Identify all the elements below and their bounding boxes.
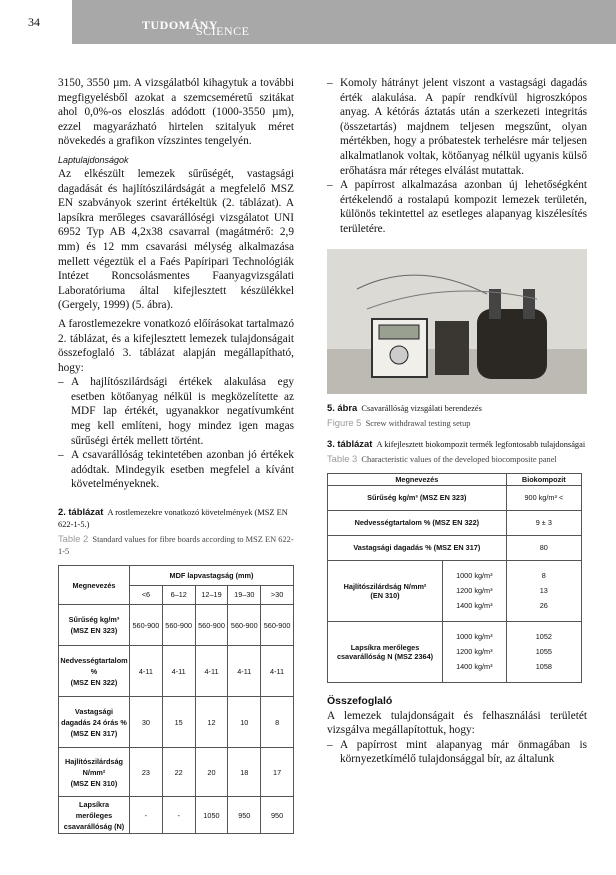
section-title-en: SCIENCE [196, 24, 250, 38]
table-row: Nedvességtartalom % (MSZ EN 322) 9 ± 3 [328, 510, 582, 535]
table-row: Sűrűség kg/m³ (MSZ EN 323) 900 kg/m³ < [328, 485, 582, 510]
table-header: Megnevezés [59, 566, 130, 605]
figure-5-caption: 5. ábra Csavarállóság vizsgálati berendezés [327, 401, 482, 413]
paragraph: 3150, 3550 µm. A vizsgálatból kihagytuk a további megfigyelésből azokat a szemcseméretű szitákat ahol 0,0%-os eloszlás adódott (1000-3550 µm), ezzel magyarázható hirtelen szitalyuk méret növekedés a grafikon vízszintes tengelyén. [58, 77, 294, 148]
table-3-caption-en: Table 3 Characteristic values of the developed biocomposite panel [327, 452, 557, 464]
table-header: Megnevezés [328, 473, 507, 485]
column-header: 12–19 [195, 585, 228, 605]
paragraph: Az elkészült lemezek sűrűségét, vastagsági dagadását és hajlítószilárdságát a megfelelő MSZ EN szabványok szerint értékeltük (2. táblázat). A lapsíkra merőleges csavarállóségi vizsgálatot UNI 6952 Typ AB 4,2x38 csavarral (magátmérő: 2,9 mm) és 12 mm csavarási mélység alkalmazása mellett végeztük el a Faés Papíripari Technológiák Intézet Roncsolásmentes Faanyagvizsgálati Laboratóriuma által kifejlesztett készülékkel (Gergely, 1999) (5. ábra). [58, 167, 294, 312]
section-heading: Összefoglaló [327, 694, 393, 707]
subheading: Laptulajdonságok [58, 154, 129, 165]
table-row: Lapsíkra merőleges csavarállóság (N) - - 1050 950 950 [59, 797, 294, 834]
list-item: – A csavarállóság tekintetében azonban jó értékek adódtak. Mindegyik esetben megfelel a kívánt követelményeknek. [58, 448, 294, 492]
table-3 [327, 473, 582, 683]
figure-5-caption-en: Figure 5 Screw withdrawal testing setup [327, 416, 471, 428]
paragraph: A farostlemezekre vonatkozó előírásokat tartalmazó 2. táblázat, és a kifejlesztett lemezek tulajdonságait összefoglaló 3. táblázat alapján megállapítható, hogy: [58, 317, 294, 374]
table-row: Sűrűség kg/m³ (MSZ EN 323) 560-900 560-900 560-900 560-900 560-900 [59, 605, 294, 646]
list-item: – A papírrost mint alapanyag már önmagában is környezetkímélő tulajdonsággal bír, az általunk [327, 738, 587, 767]
findings-list [58, 375, 294, 492]
table-2 [58, 565, 294, 834]
table-row: Lapsíkra merőleges csavarállóság N (MSZ 2364) 1000 kg/m³ 1200 kg/m³ 1400 kg/m³ 1052 1055 1058 [328, 621, 582, 682]
column-header: 6–12 [162, 585, 195, 605]
table-row: Nedvességtartalom % (MSZ EN 322) 4-11 4-11 4-11 4-11 4-11 [59, 646, 294, 697]
list-item: – A hajlítószilárdsági értékek alakulása egy esetben kötőanyag nélkül is megközelítette az MDF lap értékét, ugyanakkor negatívumként meg kell említeni, hogy mindez igen magas sűrűségi érték mellett történt. [58, 375, 294, 448]
list-item: – A papírrost alkalmazása azonban új lehetőségként értékelendő a rostalapú kompozit lemezek területén, különös tekintettel az esetleges alapanyag kiszélesítés területére. [327, 178, 587, 236]
conclusion-list [327, 738, 587, 767]
page-number: 34 [0, 0, 72, 44]
table-header: Biokompozit [506, 473, 581, 485]
table-row: Vastagsági dagadás % (MSZ EN 317) 80 [328, 535, 582, 560]
left-column [58, 76, 294, 834]
table-row: Hajlítószilárdság N/mm² (MSZ EN 310) 23 22 20 18 17 [59, 748, 294, 797]
table-row: Vastagsági dagadás 24 órás % (MSZ EN 317) 30 15 12 10 8 [59, 697, 294, 748]
table-3-caption: 3. táblázat A kifejlesztett biokompozit termék legfontosabb tulajdonságai [327, 437, 586, 449]
paragraph: A lemezek tulajdonságait és felhasználási területét vizsgálva megállapítottuk, hogy: [327, 709, 587, 737]
running-header [0, 0, 616, 44]
table-2-caption-en: Table 2 Standard values for fibre boards according to MSZ EN 622-1-5 [58, 533, 294, 557]
table-row: Hajlítószilárdság N/mm² (EN 310) 1000 kg/m³ 1200 kg/m³ 1400 kg/m³ 8 13 26 [328, 560, 582, 621]
section-title: TUDOMÁNY [142, 18, 218, 32]
column-header: 19–30 [228, 585, 261, 605]
column-header: <6 [130, 585, 163, 605]
column-header: >30 [261, 585, 294, 605]
list-item: – Komoly hátrányt jelent viszont a vastagsági dagadás érték alakulása. A papír rendkívül higroszkópos anyag. A kétórás áztatás után a szerkezeti integritás (összetartás) majdnem teljesen megszűnt, olyan mértékben, hogy a próbatestek terhelésre már teljesen alkalmatlanok voltak, kötőanyag nélkül ugyanis külső erőhatásra már réteges elválást mutattak. [327, 76, 587, 178]
findings-list [327, 76, 587, 237]
table-header: MDF lapvastagság (mm) [130, 566, 294, 586]
figure-5-photo [327, 249, 587, 394]
right-column [327, 76, 587, 767]
table-2-caption: 2. táblázat A rostlemezekre vonatkozó követelmények (MSZ EN 622-1-5.) [58, 506, 288, 530]
